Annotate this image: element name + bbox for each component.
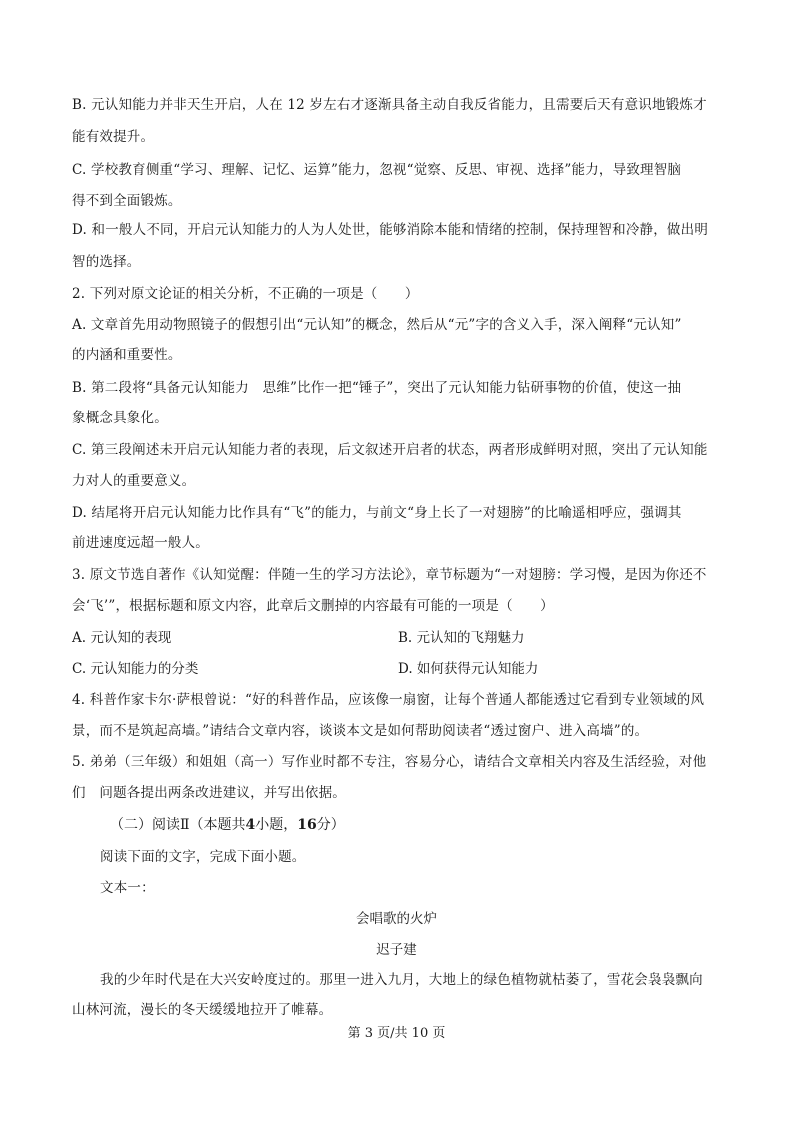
section-question-count: 4: [245, 817, 256, 833]
q5-line1: 5. 弟弟（三年级）和姐姐（高一）写作业时都不专注，容易分心，请结合文章相关内容及生活经验，对他: [72, 754, 707, 770]
article-title: 会唱歌的火炉: [356, 911, 437, 927]
section-score: 16: [297, 817, 317, 833]
q2-option-a-line1: A. 文章首先用动物照镜子的假想引出“元认知”的概念，然后从“元”字的含义入手，深入阐释“元认知”: [72, 317, 682, 333]
q2-option-d-line1: D. 结尾将开启元认知能力比作具有“飞”的能力，与前文“身上长了一对翅膀”的比喻遥相呼应，强调其: [72, 505, 682, 521]
q2-option-b-line1: B. 第二段将“具备元认知能力 思维”比作一把“锤子”，突出了元认知能力钻研事物的价值，使这一抽: [72, 380, 682, 396]
q5-line2: 们 问题各提出两条改进建议，并写出依据。: [72, 785, 346, 801]
page-footer: 第 3 页/共 10 页: [347, 1026, 446, 1041]
q1-option-d-line2: 智的选择。: [72, 254, 141, 270]
q1-option-c-line2: 得不到全面锻炼。: [72, 193, 182, 209]
q1-option-b-line1: B. 元认知能力并非天生开启，人在 12 岁左右才逐渐具备主动自我反省能力，且需要后天有意识地锻炼才: [72, 97, 707, 113]
q2-stem: 2. 下列对原文论证的相关分析，不正确的一项是（ ）: [72, 286, 419, 302]
q3-option-a: A. 元认知的表现: [72, 630, 172, 646]
article-author: 迟子建: [376, 942, 417, 958]
q2-option-b-line2: 象概念具象化。: [72, 410, 168, 426]
section-heading-suffix: 分）: [316, 817, 345, 833]
reading-instruction: 阅读下面的文字，完成下面小题。: [100, 849, 306, 865]
q3-stem-line1: 3. 原文节选自著作《认知觉醒：伴随一生的学习方法论》，章节标题为“一对翅膀：学习慢，是因为你还不: [72, 567, 707, 583]
q4-line1: 4. 科普作家卡尔·萨根曾说：“好的科普作品，应该像一扇窗，让每个普通人都能透过它看到专业领域的风: [72, 692, 705, 708]
q2-option-c-line2: 力对人的重要意义。: [72, 473, 196, 489]
q2-option-c-line1: C. 第三段阐述未开启元认知能力者的表现，后文叙述开启者的状态，两者形成鲜明对照，突出了元认知能: [72, 442, 708, 458]
q1-option-b-line2: 能有效提升。: [72, 129, 155, 145]
section-heading: [110, 815, 345, 835]
q3-option-c: C. 元认知能力的分类: [72, 661, 199, 677]
article-paragraph-1-line2: 山林河流，漫长的冬天缓缓地拉开了帷幕。: [72, 1002, 333, 1018]
text-label: 文本一：: [100, 880, 155, 896]
q3-stem-line2: 会‘飞’”，根据标题和原文内容，此章后文删掉的内容最有可能的一项是（ ）: [72, 598, 554, 614]
q1-option-d-line1: D. 和一般人不同，开启元认知能力的人为人处世，能够消除本能和情绪的控制，保持理智和冷静，做出明: [72, 222, 709, 238]
article-paragraph-1-line1: 我的少年时代是在大兴安岭度过的。那里一进入九月，大地上的绿色植物就枯萎了，雪花会袅袅飘向: [100, 972, 703, 988]
q4-line2: 景，而不是筑起高墙。”请结合文章内容，谈谈本文是如何帮助阅读者“透过窗户、进入高墙”的。: [72, 723, 649, 739]
q2-option-a-line2: 的内涵和重要性。: [72, 347, 182, 363]
section-heading-mid: 小题，: [255, 817, 298, 833]
q3-option-d: D. 如何获得元认知能力: [398, 661, 539, 677]
q2-option-d-line2: 前进速度远超一般人。: [72, 535, 209, 551]
q1-option-c-line1: C. 学校教育侧重“学习、理解、记忆、运算”能力，忽视“觉察、反思、审视、选择”能力，导致理智脑: [72, 162, 682, 178]
section-heading-prefix: （二）阅读Ⅱ（本题共: [110, 817, 246, 833]
q3-option-b: B. 元认知的飞翔魅力: [398, 630, 525, 646]
